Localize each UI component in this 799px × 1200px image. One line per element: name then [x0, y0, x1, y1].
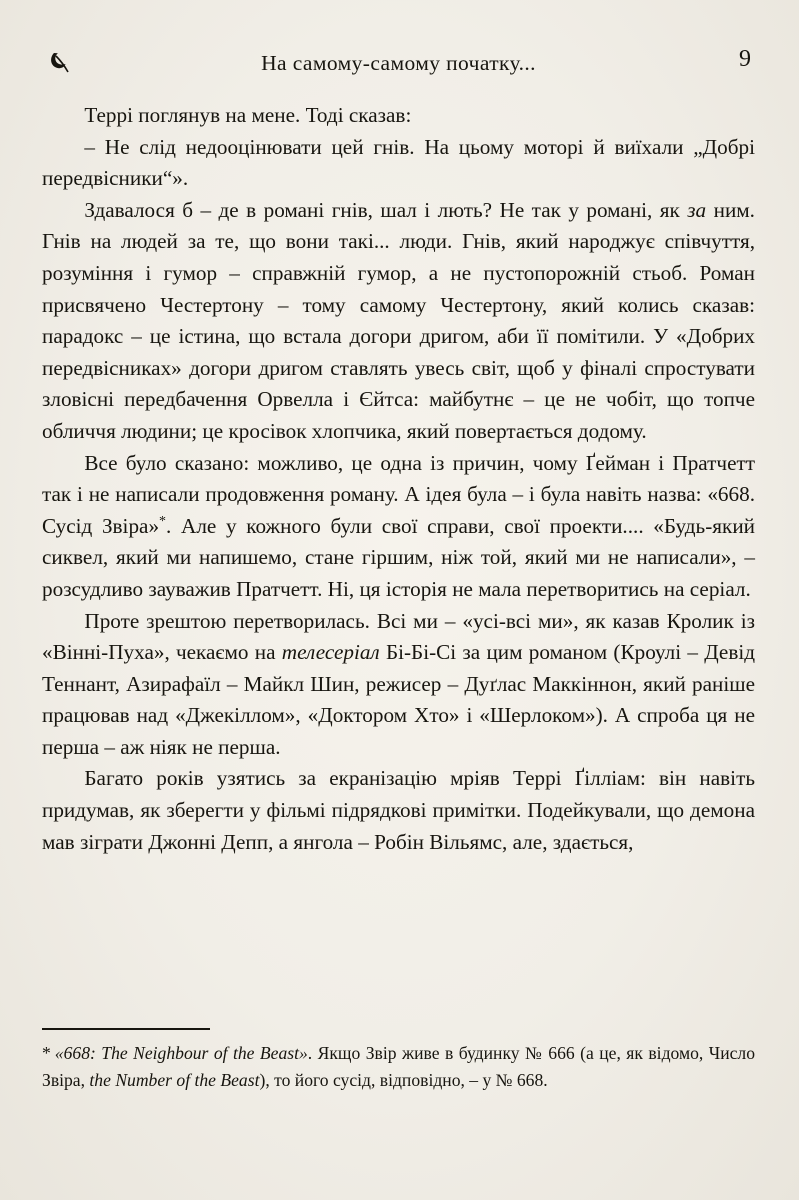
paragraph-text-part: ним. Гнів на людей за те, що вони такі... люди. Гнів, який народжує співчуття, розуміння і гумор – справжній гумор, а не пустопорожній стьоб. Роман присвячено Честертону – тому самому Честертону, який колись сказав: парадокс – це істина, що встала догори дригом, аби її помітили. У «Добрих передвісниках» догори дригом ставлять увесь світ, щоб у фіналі спростувати зловісні передбачення Орвелла і Єйтса: майбутнє – це не чобіт, що топче обличчя людини; це кросівок хлопчика, який повертається додому.: [42, 197, 755, 443]
footnote-area: [42, 1028, 755, 1093]
paragraph-text-part: Здавалося б – де в романі гнів, шал і лють? Не так у романі, як: [84, 197, 688, 222]
footnote-text-part: . Якщо Звір живе в будинку № 666 (а це, як відомо, Число Звіра,: [42, 1043, 755, 1090]
paragraph-text-part: Проте зрештою перетворилась. Всі ми – «усі-всі ми», як казав Кролик із «Вінні-Пуха», чекаємо на: [42, 608, 755, 665]
footnote: [42, 1040, 755, 1093]
footnote-marker: *: [42, 1043, 51, 1063]
paragraph: Террі поглянув на мене. Тоді сказав:: [84, 103, 412, 127]
paragraph: [42, 448, 755, 606]
footnote-italic-phrase: the Number of the Beast: [89, 1069, 260, 1090]
page-number: 9: [739, 46, 751, 72]
footnote-text: [42, 1040, 755, 1093]
emphasis-za: за: [687, 197, 707, 222]
emphasis-teleserial: телесеріал: [281, 640, 380, 665]
footnote-divider: [42, 1028, 210, 1030]
paragraph: [42, 195, 755, 448]
footnote-text-part: ), то його сусід, відповідно, – у № 668.: [259, 1069, 548, 1090]
running-head: [42, 40, 755, 86]
leaf-ornament-icon: [44, 46, 78, 80]
paragraph: Багато років узятись за екранізацію мріяв Террі Ґілліам: він навіть придумав, як зберегти у фільмі підрядкові примітки. Подейкували, що демона мав зіграти Джонні Депп, а янгола – Робін Вільямс, але, здається,: [42, 766, 755, 854]
paragraph-text-part: . Але у кожного були свої справи, свої проекти.... «Будь-який сиквел, який ми напишемо, стане гіршим, ніж той, який ми не написали», – розсудливо зауважив Пратчетт. Ні, ця історія не мала перетворитись на серіал.: [42, 513, 755, 601]
footnote-title: «668: The Neighbour of the Beast»: [54, 1043, 308, 1063]
paragraph-text-part: Все було сказано: можливо, це одна із причин, чому Ґейман і Пратчетт так і не написали продовження роману. А ідея була – і була навіть назва: «668. Сусід Звіра»: [42, 450, 755, 538]
page-content: [42, 40, 755, 858]
body-text: [42, 100, 755, 858]
paragraph-text-part: Бі-Бі-Сі за цим романом (Кроулі – Девід Теннант, Азирафаїл – Майкл Шин, режисер – Дуґлас Маккіннон, який раніше працював над «Джекіллом», «Доктором Хто» і «Шерлоком»). А спроба ця не перша – аж ніяк не перша.: [42, 640, 755, 759]
paragraph: – Не слід недооцінювати цей гнів. На цьому моторі й виїхали „Добрі передвісники“».: [42, 134, 755, 191]
page-title: На самому-самому початку...: [261, 50, 536, 75]
footnote-reference: *: [159, 513, 167, 529]
paragraph: [42, 606, 755, 764]
